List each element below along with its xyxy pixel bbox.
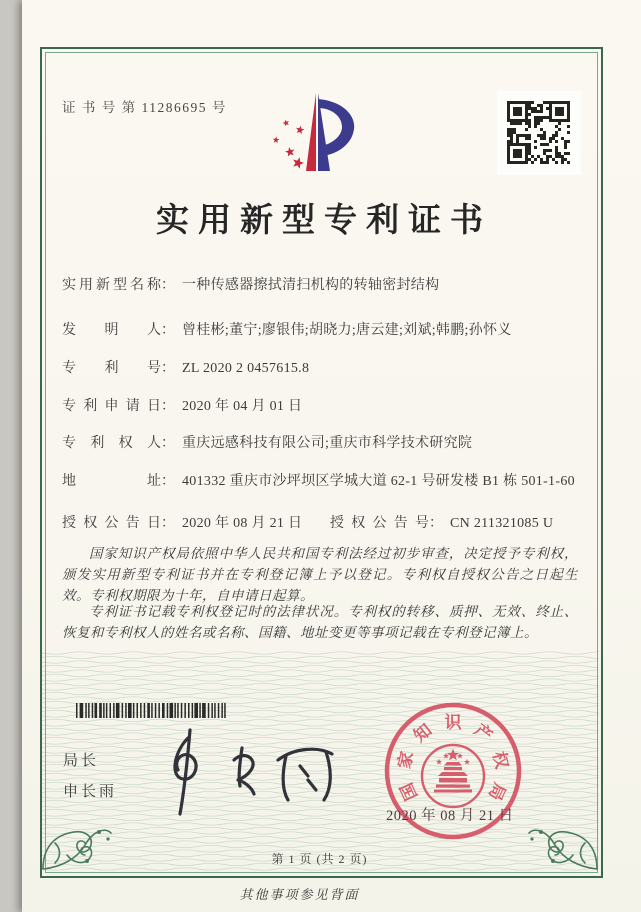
back-side-note: 其他事项参见背面 [239,887,360,902]
field-label: 实用新型名称 [62,278,161,293]
field-label: 授权公告号 [330,516,429,531]
field-label: 专利申请日 [62,399,161,414]
certificate-title: 实用新型专利证书 [156,203,492,239]
legal-paragraph-2: 专利证书记载专利权登记时的法律状况。专利权的转移、质押、无效、终止、恢复和专利权人的姓名或名称、国籍、地址变更等事项记载在专利登记簿上。 [62,604,578,640]
svg-text:识: 识 [444,713,462,732]
field-colon: ： [161,436,175,451]
svg-text:知: 知 [410,720,436,746]
field-row-filing-date [62,397,597,417]
svg-text:权: 权 [489,749,512,771]
field-value: CN 211321085 U [450,516,554,531]
field-value: ZL 2020 2 0457615.8 [182,361,310,376]
grant-number-group [330,514,553,534]
field-value: 一种传感器擦拭清扫机构的转轴密封结构 [182,278,440,293]
field-row-inventors [62,321,597,341]
grant-date-group [62,516,302,531]
svg-text:国: 国 [396,779,422,804]
field-value: 曾桂彬;董宁;廖银伟;胡晓力;唐云建;刘斌;韩鹏;孙怀义 [182,323,512,338]
field-value: 401332 重庆市沙坪坝区学城大道 62-1 号研发楼 B1 栋 501-1-60 [182,474,575,489]
barcode [76,703,230,718]
field-row-grant [62,514,597,534]
legal-paragraph-1: 国家知识产权局依照中华人民共和国专利法经过初步审查，决定授予专利权，颁发实用新型专利证书并在专利登记簿上予以登记。专利权自授权公告之日起生效。专利权期限为十年，自申请日起算。 [62,546,578,603]
field-label: 地址 [62,474,161,489]
field-value: 2020 年 08 月 21 日 [182,516,303,531]
field-colon: ： [161,278,175,293]
svg-text:产: 产 [470,720,496,746]
field-row-patent-number [62,359,597,379]
seal-date: 2020 年 08 月 21 日 [386,808,514,824]
field-colon: ： [161,516,175,531]
svg-text:局: 局 [484,779,510,804]
director-name: 申长雨 [63,784,118,800]
certificate-number: 证 书 号 第 11286695 号 [62,100,227,115]
field-row-address [62,472,597,492]
field-row-patentee [62,434,597,454]
page-number: 第 1 页 (共 2 页) [271,852,368,866]
field-colon: ： [429,516,443,531]
field-label: 专利权人 [62,436,161,451]
field-colon: ： [161,474,175,489]
field-label: 授权公告日 [62,516,161,531]
field-colon: ： [161,361,175,376]
field-value: 2020 年 04 月 01 日 [182,399,303,414]
field-label: 专利号 [62,361,161,376]
cnipa-logo-icon [250,83,385,188]
svg-text:家: 家 [394,749,417,771]
qr-code [497,91,581,175]
field-colon: ： [161,399,175,414]
director-signature [150,724,355,822]
field-label: 发明人 [62,323,161,338]
director-title: 局长 [63,753,100,769]
field-colon: ： [161,323,175,338]
field-row-name [62,276,597,296]
field-value: 重庆远感科技有限公司;重庆市科学技术研究院 [182,436,473,451]
